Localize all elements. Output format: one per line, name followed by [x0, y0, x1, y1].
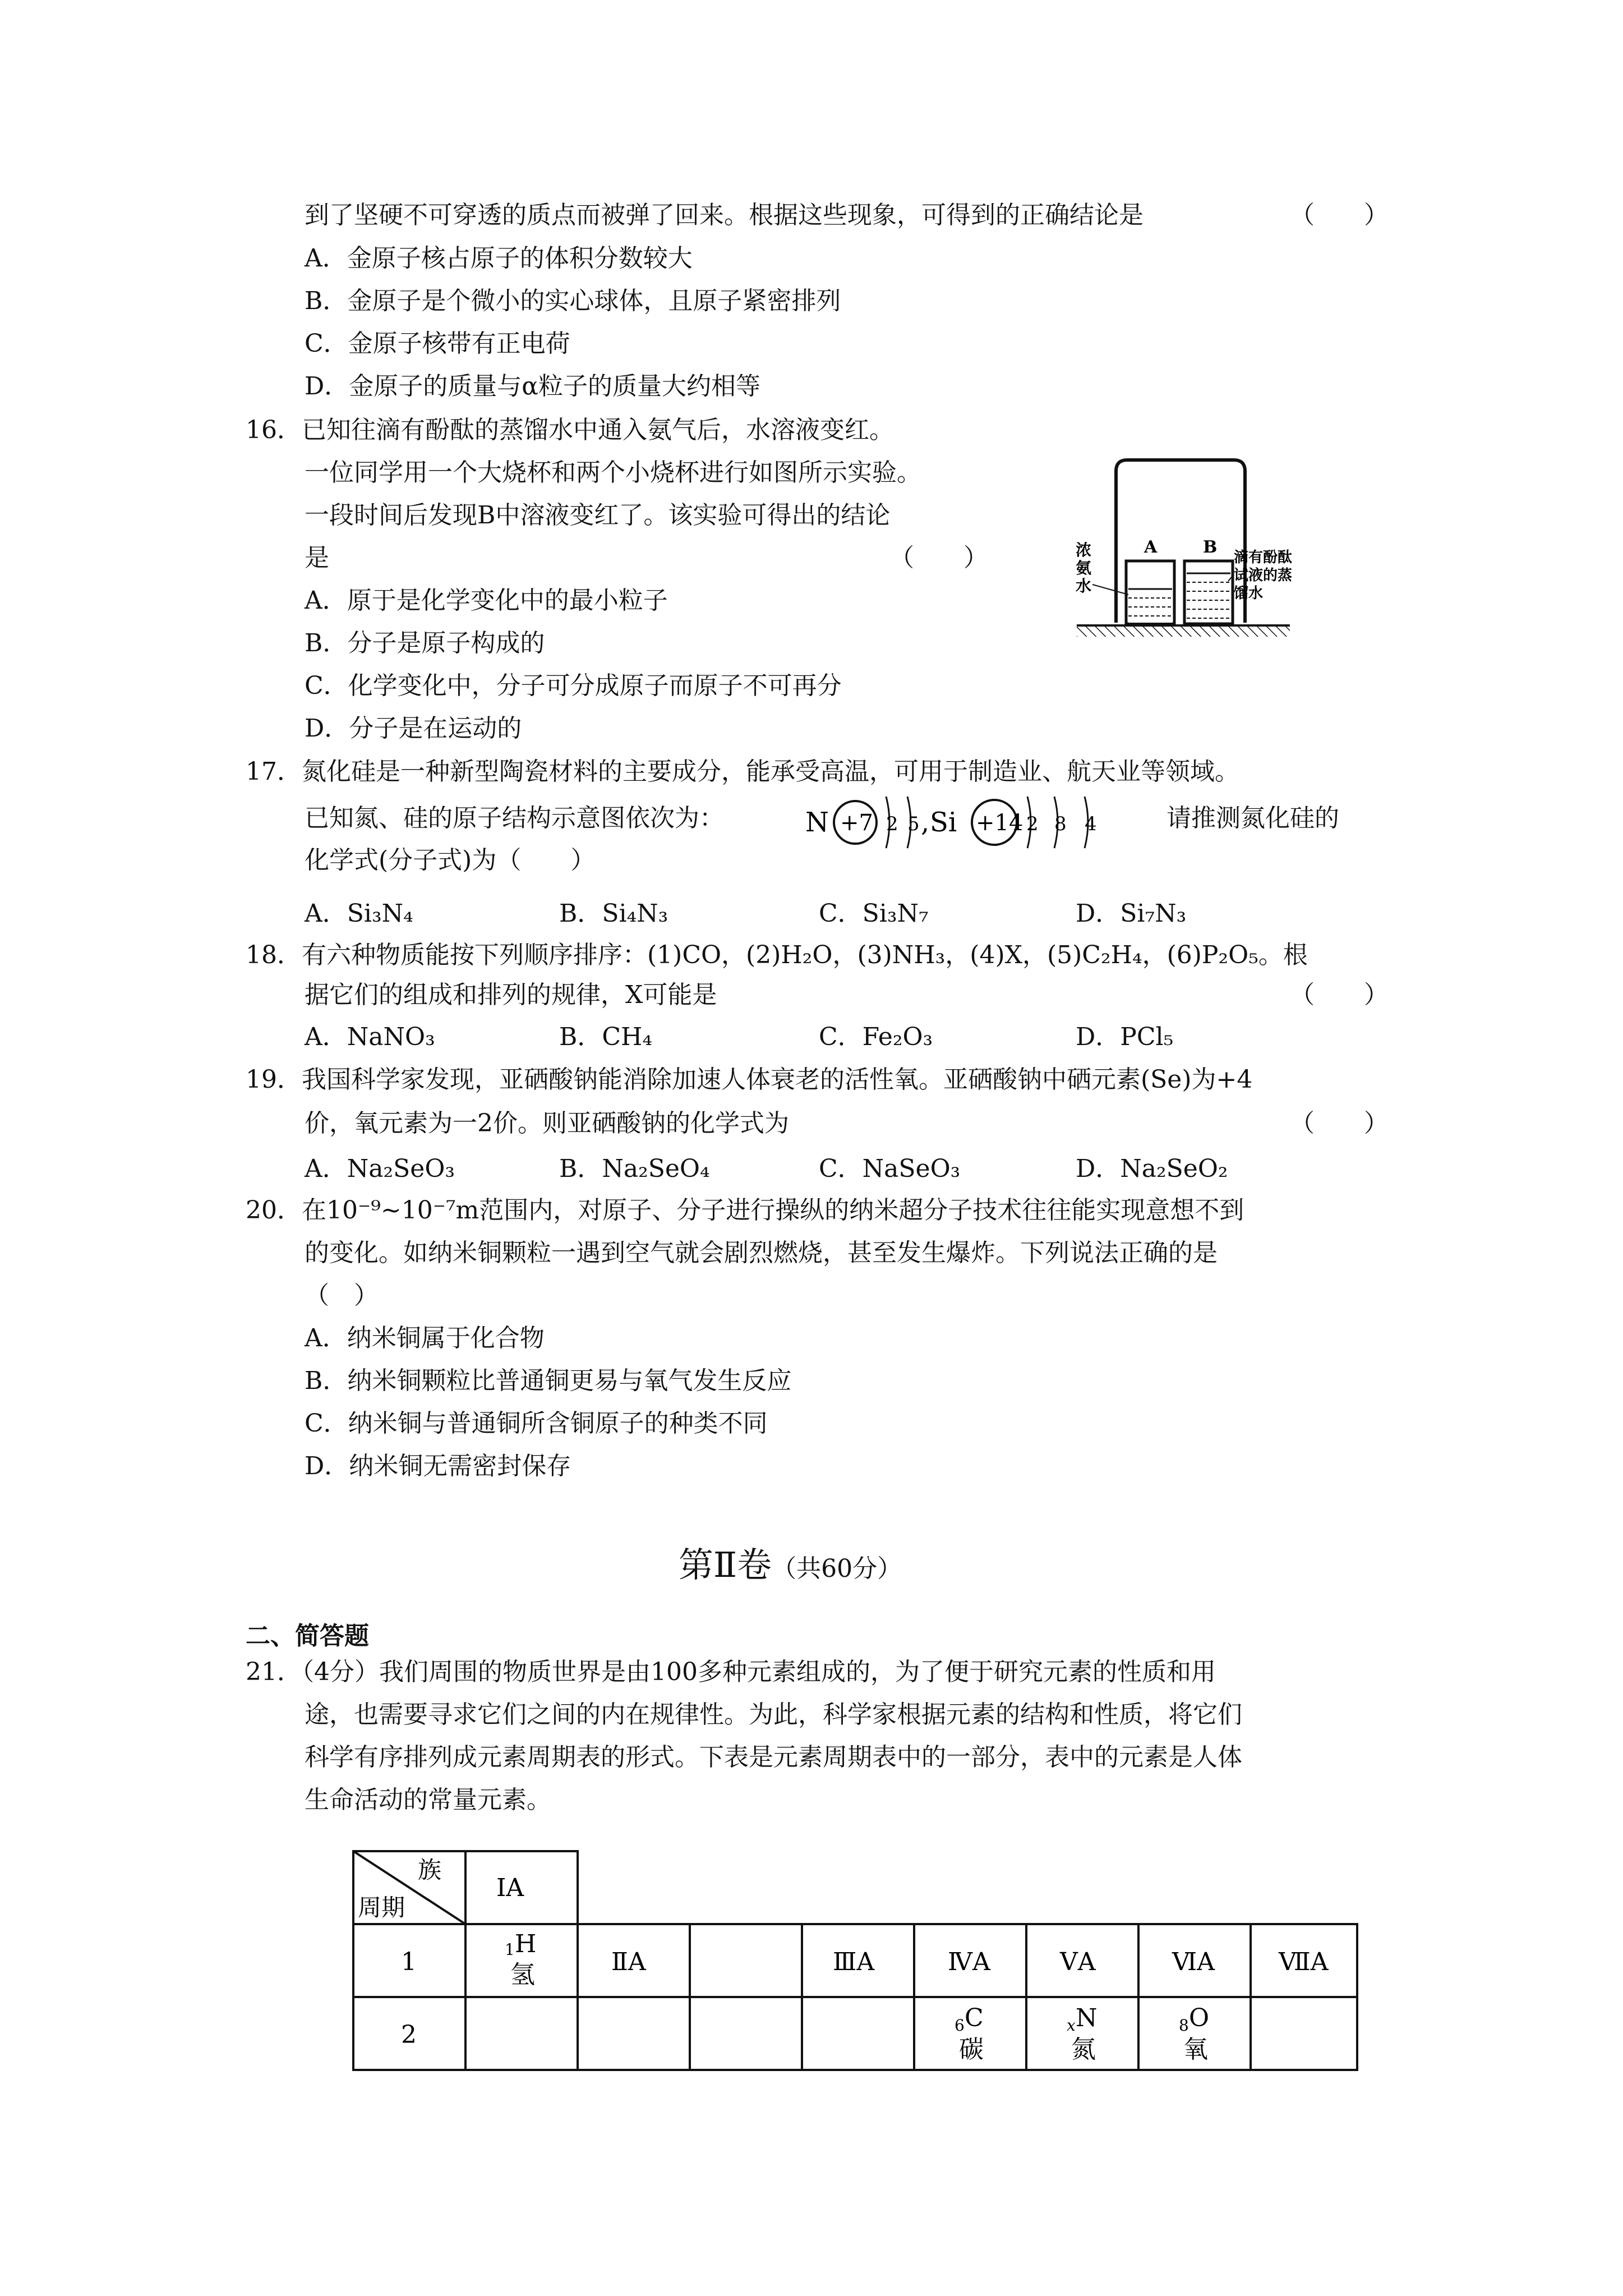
si-shell-3: 4: [1085, 813, 1097, 835]
phenolphthalein-label-3: 馏水: [1234, 585, 1264, 602]
n-symbol: N: [1076, 2004, 1098, 2032]
n-nucleus-charge: +7: [840, 810, 873, 836]
q21-stem-line2: 途，也需要寻求它们之间的内在规律性。为此，科学家根据元素的结构和性质，将它们: [305, 1700, 1242, 1729]
group-iiia-header: ⅢA: [833, 1948, 875, 1976]
q17-stem-line2a: 已知氮、硅的原子结构示意图依次为：: [305, 804, 724, 832]
q15-option-d[interactable]: D．金原子的质量与α粒子的质量大约相等: [305, 372, 760, 401]
c-symbol: C: [965, 2004, 984, 2032]
h-atomic-number: 1: [505, 1940, 515, 1959]
n-shell-1: 2: [886, 813, 898, 835]
si-symbol: Si: [930, 807, 957, 838]
q19-answer-paren[interactable]: （ ）: [1290, 1109, 1389, 1138]
q18-stem-line2: 据它们的组成和排列的规律，X可能是: [305, 981, 717, 1009]
q19-option-c[interactable]: C．NaSeO₃: [819, 1154, 961, 1183]
q20-stem-line1: 20．在10⁻⁹~10⁻⁷m范围内，对原子、分子进行操纵的纳米超分子技术往往能实现意想不到: [246, 1196, 1244, 1225]
q16-stem-line4: 是: [305, 544, 329, 572]
beaker-a-label: A: [1144, 537, 1158, 557]
q18-option-d[interactable]: D．PCl₅: [1076, 1023, 1174, 1051]
part-two-title: 第Ⅱ卷: [679, 1544, 772, 1585]
section-short-answer: 二、简答题: [246, 1622, 369, 1650]
q17-stem-line3[interactable]: 化学式(分子式)为（ ）: [305, 846, 596, 875]
n-atomic-number: x: [1067, 2016, 1076, 2035]
q18-option-b[interactable]: B．CH₄: [559, 1023, 653, 1051]
q20-option-a[interactable]: A．纳米铜属于化合物: [305, 1324, 545, 1352]
n-name: 氮: [1071, 2035, 1096, 2064]
atom-structure-diagrams: [802, 785, 1183, 858]
q18-option-a[interactable]: A．NaNO₃: [305, 1023, 435, 1051]
q17-option-a[interactable]: A．Si₃N₄: [305, 899, 413, 928]
part-two-score: （共60分）: [772, 1554, 902, 1583]
beaker-b: [1184, 561, 1233, 624]
q16-answer-paren[interactable]: （ ）: [889, 544, 988, 572]
ammonia-label-1: 浓: [1076, 541, 1092, 559]
q15-answer-paren[interactable]: （ ）: [1290, 201, 1389, 229]
c-atomic-number: 6: [955, 2016, 965, 2035]
q17-stem-line2b: 请推测氮化硅的: [1166, 804, 1339, 832]
periodic-table-fragment: [348, 1846, 1368, 2081]
si-shell-2: 8: [1054, 813, 1067, 835]
q21-stem-line1: 21．（4分）我们周围的物质世界是由100多种元素组成的，为了便于研究元素的性质和用: [246, 1658, 1216, 1686]
n-symbol: N: [805, 807, 829, 838]
q16-option-c[interactable]: C．化学变化中，分子可分成原子而原子不可再分: [305, 671, 842, 700]
ammonia-label-3: 水: [1076, 577, 1092, 595]
corner-group-label: 族: [418, 1856, 442, 1884]
q17-stem-line1: 17．氮化硅是一种新型陶瓷材料的主要成分，能承受高温，可用于制造业、航天业等领域。: [246, 757, 1239, 786]
group-iia-header: ⅡA: [611, 1948, 646, 1976]
beaker-experiment-figure: [1066, 454, 1301, 651]
q18-answer-paren[interactable]: （ ）: [1290, 981, 1389, 1009]
si-shell-1: 2: [1026, 813, 1039, 835]
h-name: 氢: [510, 1961, 535, 1989]
q21-stem-line3: 科学有序排列成元素周期表的形式。下表是元素周期表中的一部分，表中的元素是人体: [305, 1743, 1242, 1772]
group-iva-header: ⅣA: [948, 1948, 990, 1976]
q19-option-d[interactable]: D．Na₂SeO₂: [1076, 1154, 1228, 1183]
q20-option-b[interactable]: B．纳米铜颗粒比普通铜更易与氧气发生反应: [305, 1366, 792, 1395]
q15-option-c[interactable]: C．金原子核带有正电荷: [305, 329, 570, 358]
q15-continuation: 到了坚硬不可穿透的质点而被弹了回来。根据这些现象，可得到的正确结论是: [305, 201, 1144, 229]
q16-stem-line2: 一位同学用一个大烧杯和两个小烧杯进行如图所示实验。: [305, 458, 921, 487]
q17-option-b[interactable]: B．Si₄N₃: [559, 899, 668, 928]
part-two-heading: [679, 1543, 902, 1591]
q20-stem-line2: 的变化。如纳米铜颗粒一遇到空气就会剧烈燃烧，甚至发生爆炸。下列说法正确的是: [305, 1239, 1218, 1267]
o-name: 氧: [1183, 2035, 1208, 2064]
corner-period-label: 周期: [358, 1894, 405, 1921]
q19-stem-line2: 价，氧元素为一2价。则亚硒酸钠的化学式为: [305, 1109, 789, 1138]
period-1-label: 1: [401, 1948, 417, 1976]
q16-option-b[interactable]: B．分子是原子构成的: [305, 629, 545, 657]
svg-text:,: ,: [921, 807, 930, 838]
group-via-header: ⅥA: [1172, 1948, 1215, 1976]
q15-option-a[interactable]: A．金原子核占原子的体积分数较大: [305, 244, 693, 273]
q19-option-a[interactable]: A．Na₂SeO₃: [305, 1154, 455, 1183]
q18-stem-line1: 18．有六种物质能按下列顺序排序：(1)CO，(2)H₂O，(3)NH₃，(4)X，(5)C₂H₄，(6)P₂O₅。根: [246, 941, 1308, 969]
n-shell-2: 5: [907, 813, 920, 835]
q16-option-d[interactable]: D．分子是在运动的: [305, 714, 522, 743]
q19-option-b[interactable]: B．Na₂SeO₄: [559, 1154, 710, 1183]
c-name: 碳: [959, 2035, 984, 2064]
si-nucleus-charge: +14: [976, 810, 1023, 836]
q19-stem-line1: 19．我国科学家发现，亚硒酸钠能消除加速人体衰老的活性氧。亚硒酸钠中硒元素(Se)为+4: [246, 1065, 1253, 1094]
o-symbol: O: [1189, 2004, 1210, 2032]
ammonia-label-2: 氨: [1076, 559, 1092, 577]
q16-stem-line1: 16．已知往滴有酚酞的蒸馏水中通入氨气后，水溶液变红。: [246, 416, 894, 444]
q21-stem-line4: 生命活动的常量元素。: [305, 1786, 551, 1814]
group-ia-header: ⅠA: [496, 1874, 524, 1902]
q17-option-c[interactable]: C．Si₃N₇: [819, 899, 929, 928]
q18-option-c[interactable]: C．Fe₂O₃: [819, 1023, 933, 1051]
h-symbol: H: [515, 1930, 537, 1958]
q15-option-b[interactable]: B．金原子是个微小的实心球体，且原子紧密排列: [305, 287, 841, 315]
q16-stem-line3: 一段时间后发现B中溶液变红了。该实验可得出的结论: [305, 501, 891, 530]
o-atomic-number: 8: [1179, 2016, 1189, 2035]
ground-hatching: [1077, 627, 1290, 637]
q20-answer-paren[interactable]: （ ）: [305, 1281, 379, 1310]
q20-option-d[interactable]: D．纳米铜无需密封保存: [305, 1452, 571, 1480]
beaker-b-label: B: [1203, 537, 1218, 557]
q17-option-d[interactable]: D．Si₇N₃: [1076, 899, 1187, 928]
phenolphthalein-label-1: 滴有酚酞: [1234, 549, 1293, 566]
group-va-header: ⅤA: [1060, 1948, 1096, 1976]
group-viia-header: ⅦA: [1279, 1948, 1329, 1976]
period-2-label: 2: [401, 2021, 417, 2049]
q16-option-a[interactable]: A．原于是化学变化中的最小粒子: [305, 586, 668, 615]
q20-option-c[interactable]: C．纳米铜与普通铜所含铜原子的种类不同: [305, 1409, 768, 1438]
phenolphthalein-label-2: 试液的蒸: [1234, 567, 1293, 584]
